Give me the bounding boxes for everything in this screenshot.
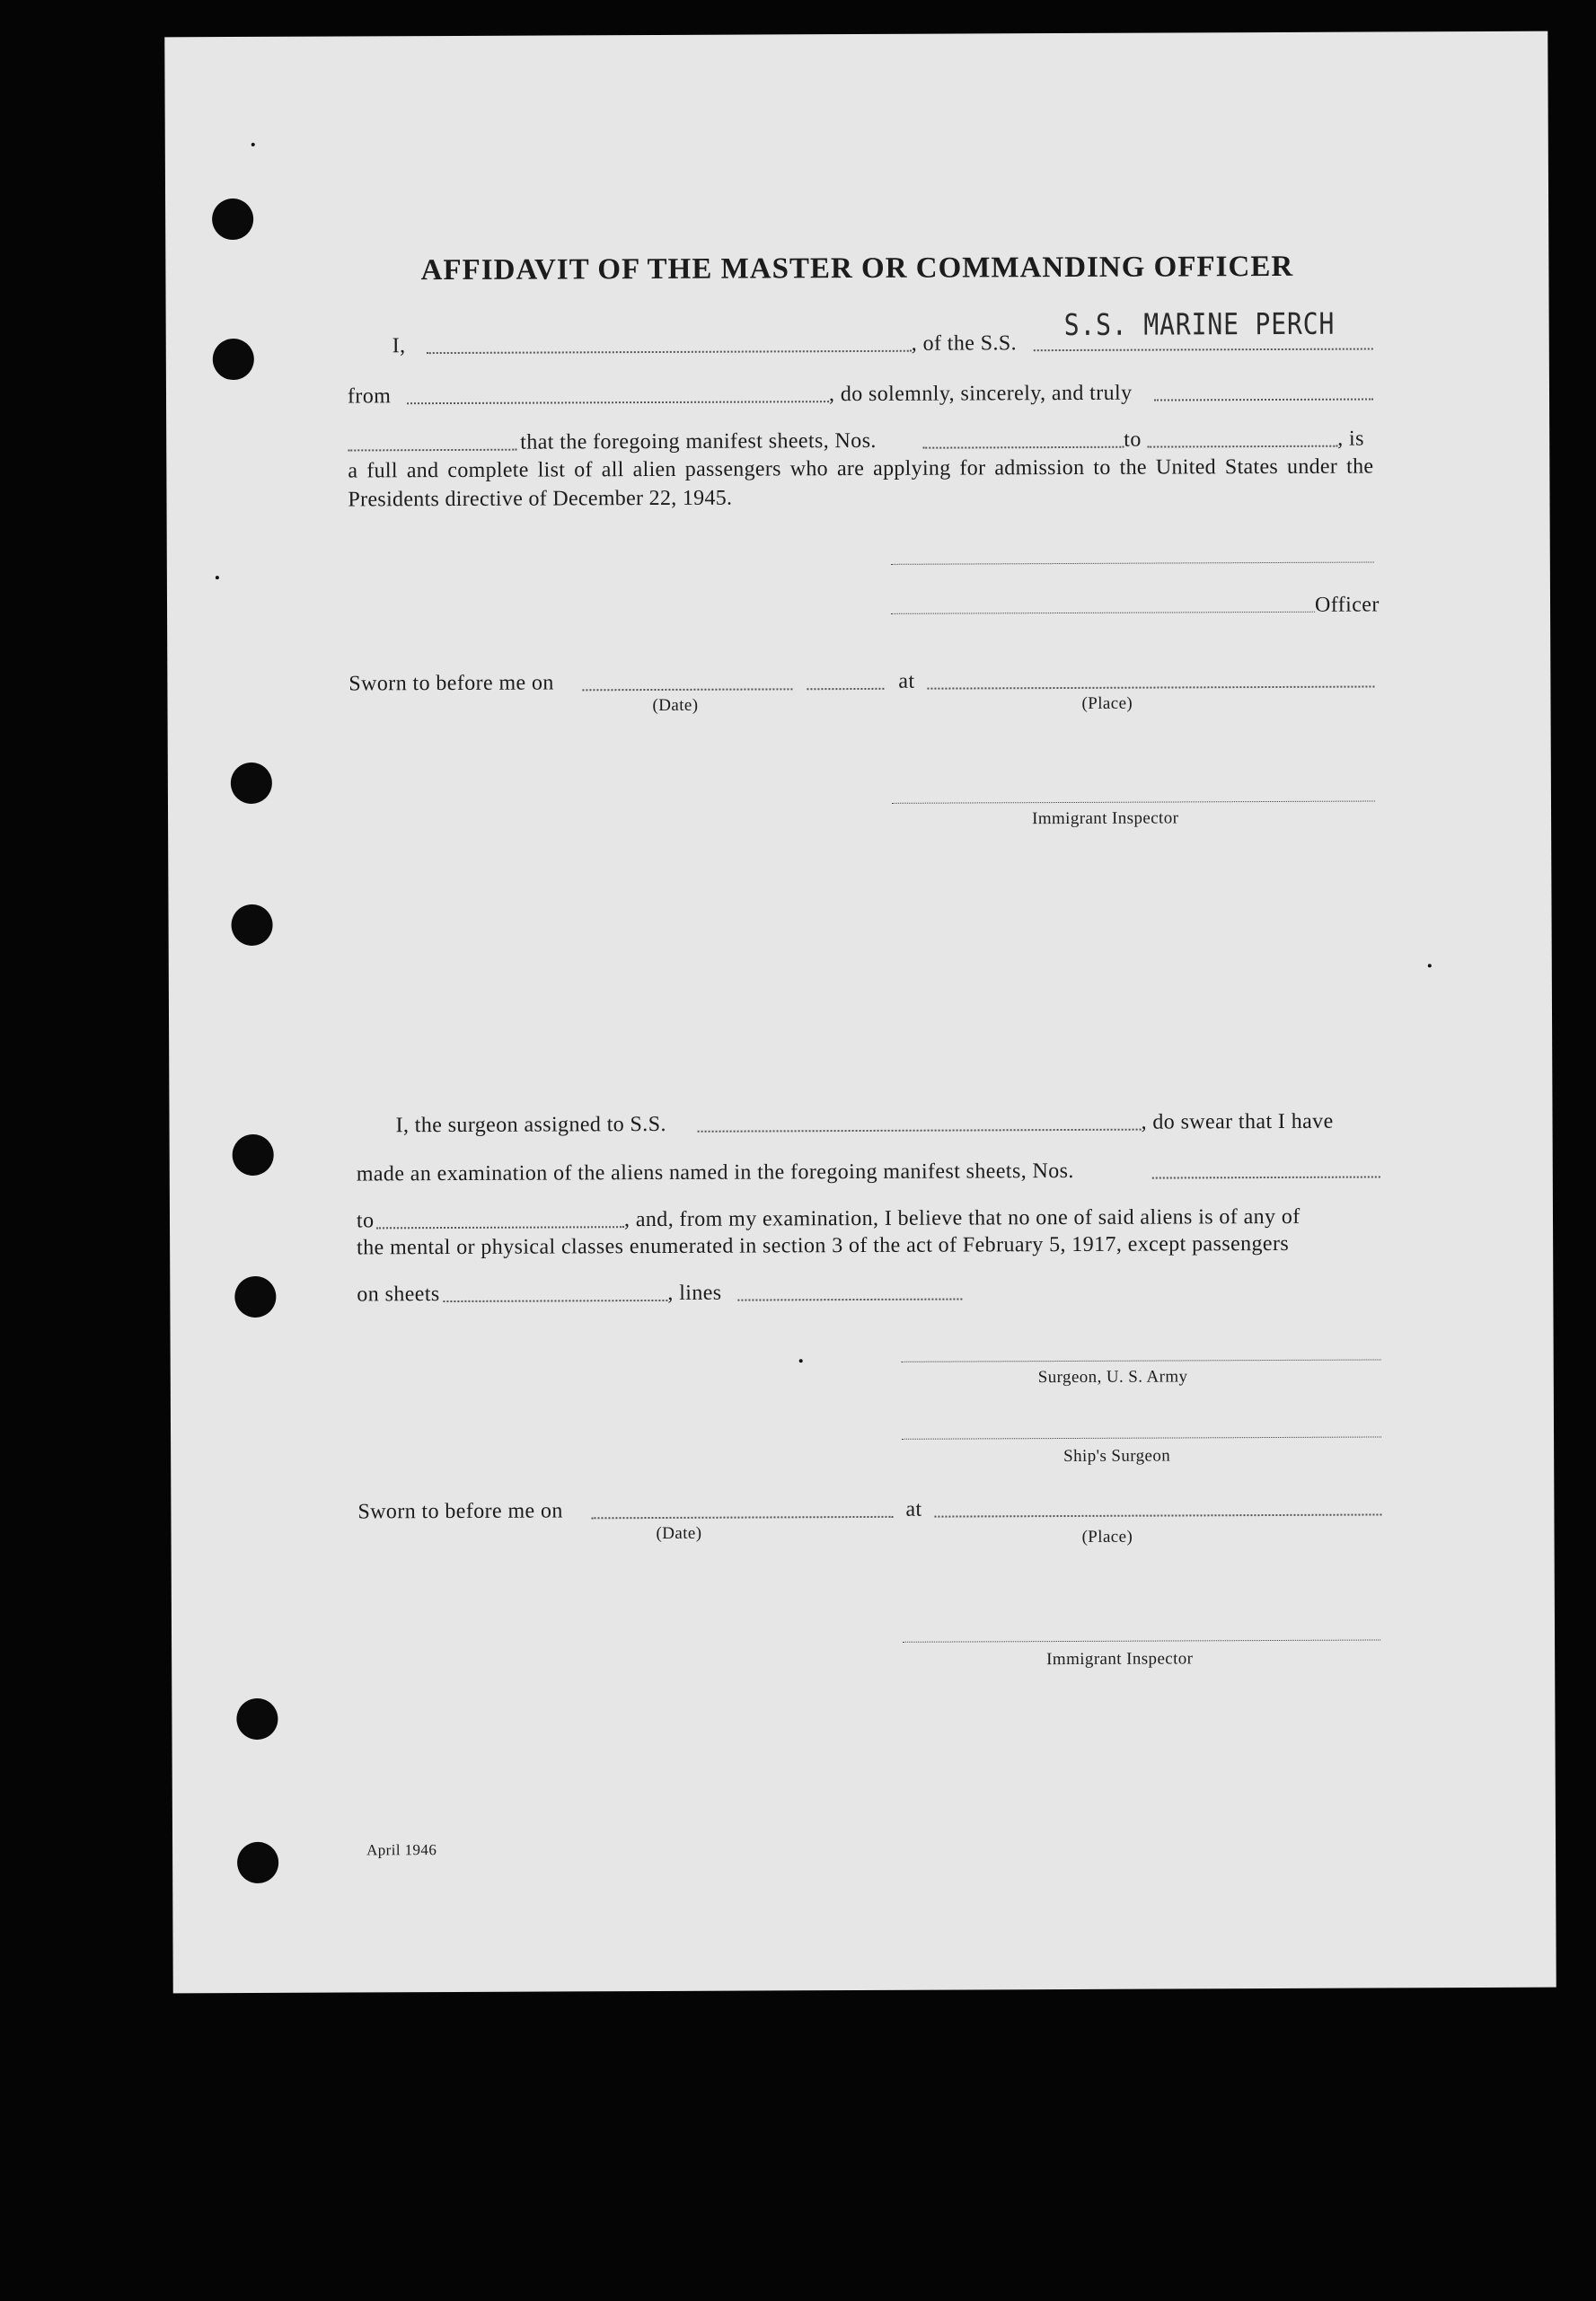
surgeon-line4: the mental or physical classes enumerated in section 3 of the act of February 5, 1917, except passengers	[357, 1231, 1290, 1260]
surgeon-line1: I, the surgeon assigned to S.S.	[395, 1112, 666, 1138]
lines-blank	[737, 1299, 962, 1301]
punch-hole	[231, 763, 272, 804]
surgeon-inspector-line	[903, 1639, 1380, 1642]
surgeon-to-label: to	[356, 1209, 375, 1233]
surgeon-place-blank	[934, 1513, 1381, 1517]
affidavit-page	[164, 31, 1556, 1994]
solemnly-text: , do solemnly, sincerely, and truly	[828, 381, 1133, 407]
place-blank	[927, 685, 1374, 689]
form-date: April 1946	[366, 1841, 437, 1859]
surgeon-date-caption: (Date)	[656, 1523, 702, 1543]
punch-hole	[234, 1276, 276, 1318]
surgeon-place-caption: (Place)	[1081, 1527, 1133, 1547]
inspector-signature-line	[892, 800, 1375, 803]
surgeon-line2: made an examination of the aliens named in the foregoing manifest sheets, Nos.	[356, 1159, 1074, 1186]
date-caption: (Date)	[652, 695, 699, 716]
ship-surgeon-caption: Ship's Surgeon	[1063, 1446, 1171, 1467]
army-surgeon-caption: Surgeon, U. S. Army	[1037, 1367, 1188, 1388]
date-blank	[582, 688, 792, 691]
punch-hole	[233, 1134, 274, 1176]
sheets-label: on sheets	[357, 1283, 440, 1307]
from-label: from	[347, 384, 392, 409]
inspector-caption: Immigrant Inspector	[1032, 808, 1179, 829]
ship-blank	[1034, 348, 1373, 352]
punch-hole	[236, 1698, 278, 1740]
sworn-label: Sworn to before me on	[348, 671, 554, 696]
surgeon-at-label: at	[905, 1497, 922, 1521]
punch-hole	[212, 198, 253, 240]
at-label: at	[898, 669, 915, 693]
surgeon-ship-blank	[698, 1129, 1142, 1133]
port-blank	[407, 401, 829, 404]
surgeon-nos-blank	[1152, 1176, 1380, 1178]
surgeon-to-blank	[376, 1226, 624, 1229]
to-label: to	[1124, 428, 1142, 452]
signature-line-1	[891, 562, 1374, 565]
place-caption: (Place)	[1081, 693, 1133, 713]
i-label: I,	[392, 334, 406, 358]
sheet-from-blank	[922, 446, 1124, 449]
officer-signature-line	[891, 612, 1315, 614]
punch-hole	[213, 339, 254, 380]
punch-hole	[231, 904, 272, 946]
sheets-blank	[443, 1300, 667, 1302]
speck	[251, 143, 255, 146]
punch-hole	[237, 1842, 278, 1883]
oath-blank-2	[348, 449, 516, 452]
date-blank-2	[807, 688, 884, 690]
surgeon-swear: , do swear that I have	[1141, 1109, 1334, 1134]
surgeon-date-blank	[591, 1516, 893, 1519]
list-paragraph: a full and complete list of all alien passengers who are applying for admission to the United States under the Presidents directive of December 22, 1945.	[348, 454, 1374, 512]
surgeon-line3: , and, from my examination, I believe that no one of said aliens is of any of	[623, 1204, 1301, 1232]
is-label: , is	[1337, 427, 1364, 451]
of-the-ss-label: , of the S.S.	[911, 331, 1018, 356]
officer-label: Officer	[1314, 593, 1380, 617]
surgeon-inspector-caption: Immigrant Inspector	[1046, 1649, 1194, 1670]
oath-blank	[1154, 399, 1373, 401]
lines-label: , lines	[667, 1281, 722, 1305]
foregoing-text: that the foregoing manifest sheets, Nos.	[520, 428, 877, 454]
ship-name-stamp: S.S. MARINE PERCH	[1063, 305, 1336, 343]
speck	[1428, 964, 1432, 967]
sheet-to-blank	[1147, 445, 1337, 448]
name-blank	[427, 350, 912, 354]
speck	[216, 576, 219, 579]
ship-surgeon-line	[902, 1436, 1381, 1439]
surgeon-sworn-label: Sworn to before me on	[357, 1499, 563, 1524]
army-surgeon-line	[902, 1359, 1381, 1362]
speck	[799, 1359, 803, 1362]
document-title: AFFIDAVIT OF THE MASTER OR COMMANDING OFFICER	[420, 250, 1294, 287]
